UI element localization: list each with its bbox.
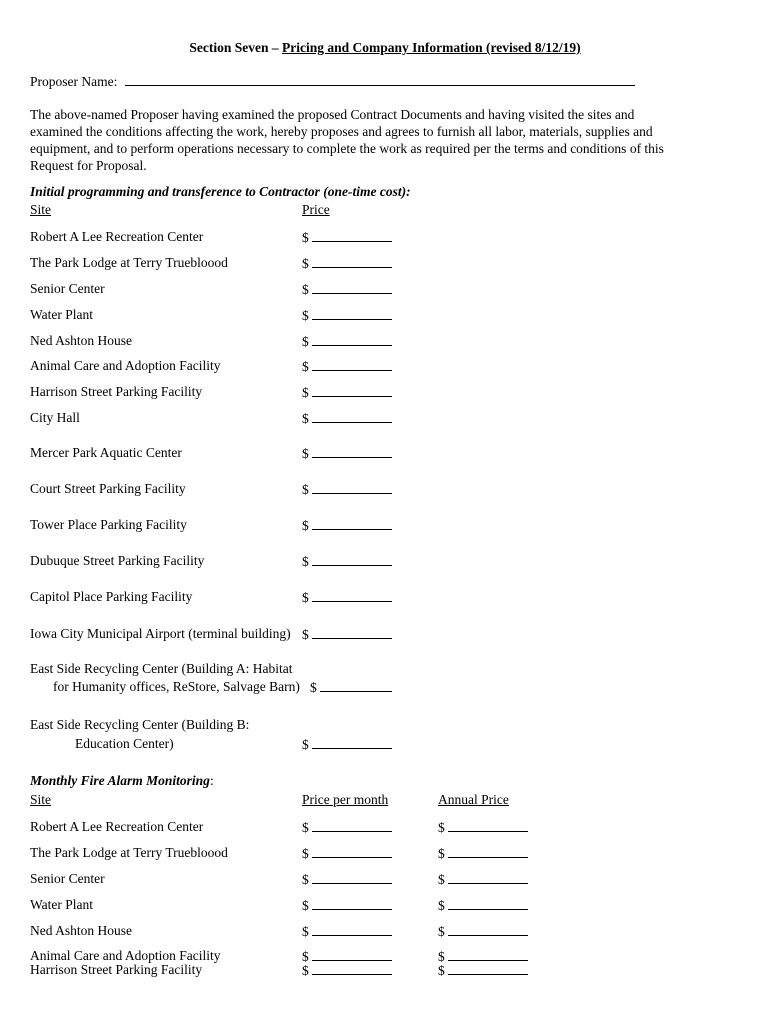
section1-site-label: Dubuque Street Parking Facility xyxy=(30,553,205,568)
page-title-underlined: Pricing and Company Information (revised 8/12/19) xyxy=(281,40,581,55)
price-input[interactable] xyxy=(320,679,392,692)
price-input[interactable] xyxy=(312,626,392,639)
section1-price-row: $ xyxy=(302,589,392,606)
annual-price-row: $ xyxy=(438,962,528,979)
price-input[interactable] xyxy=(312,410,392,423)
section1-price-row: $ xyxy=(302,281,392,298)
section1-price-header: Price xyxy=(302,202,330,217)
monthly-price-row: $ xyxy=(302,948,392,965)
annual-price-row: $ xyxy=(438,897,528,914)
price-input[interactable] xyxy=(312,445,392,458)
section2-site-label: Senior Center xyxy=(30,871,105,886)
section1-site-label: Mercer Park Aquatic Center xyxy=(30,445,182,460)
section1-heading: Initial programming and transference to Contractor (one-time cost): xyxy=(30,184,411,199)
section1-price-row: $ xyxy=(302,553,392,570)
monthly-price-input[interactable] xyxy=(312,871,392,884)
section2-site-label: Harrison Street Parking Facility xyxy=(30,962,203,977)
section1-site-label: Animal Care and Adoption Facility xyxy=(30,358,221,373)
monthly-price-input[interactable] xyxy=(312,845,392,858)
section1-site-label: City Hall xyxy=(30,410,80,425)
section1-site-label: Ned Ashton House xyxy=(30,333,132,348)
annual-price-input[interactable] xyxy=(448,871,528,884)
section1-site-label: East Side Recycling Center (Building A: Habitat xyxy=(30,661,293,676)
proposer-name-field[interactable] xyxy=(125,73,635,86)
section2-site-label: Water Plant xyxy=(30,897,94,912)
section2-annual-header: Annual Price xyxy=(438,792,509,807)
monthly-price-input[interactable] xyxy=(312,923,392,936)
section1-site-label: East Side Recycling Center (Building B: xyxy=(30,717,250,732)
section1-site-label: Harrison Street Parking Facility xyxy=(30,384,203,399)
monthly-price-row: $ xyxy=(302,845,392,862)
section1-site-label: The Park Lodge at Terry Truebloood xyxy=(30,255,228,270)
annual-price-row: $ xyxy=(438,923,528,940)
section2-site-header: Site xyxy=(30,792,52,807)
price-input[interactable] xyxy=(312,333,392,346)
section1-site-label-cont: Education Center) xyxy=(75,736,174,751)
section1-site-label: Senior Center xyxy=(30,281,105,296)
section1-site-label: Water Plant xyxy=(30,307,94,322)
proposer-name-row xyxy=(30,73,635,90)
annual-price-row: $ xyxy=(438,871,528,888)
section1-price-row: $ xyxy=(302,333,392,350)
price-input[interactable] xyxy=(312,229,392,242)
section1-price-row: $ xyxy=(302,517,392,534)
price-input[interactable] xyxy=(312,384,392,397)
section2-monthly-header: Price per month xyxy=(302,792,389,807)
annual-price-input[interactable] xyxy=(448,962,528,975)
price-input[interactable] xyxy=(312,589,392,602)
monthly-price-input[interactable] xyxy=(312,962,392,975)
section1-site-label: Court Street Parking Facility xyxy=(30,481,186,496)
section1-site-label: Robert A Lee Recreation Center xyxy=(30,229,204,244)
section1-site-label-cont: for Humanity offices, ReStore, Salvage Barn) xyxy=(53,679,300,694)
section1-price-row: $ xyxy=(302,445,392,462)
section1-price-row: $ xyxy=(302,626,392,643)
monthly-price-input[interactable] xyxy=(312,948,392,961)
section1-site-label: Capitol Place Parking Facility xyxy=(30,589,193,604)
section2-site-label: Animal Care and Adoption Facility xyxy=(30,948,221,963)
price-input[interactable] xyxy=(312,517,392,530)
section1-price-row: $ xyxy=(310,679,392,696)
monthly-price-input[interactable] xyxy=(312,819,392,832)
price-input[interactable] xyxy=(312,481,392,494)
section1-price-row: $ xyxy=(302,255,392,272)
annual-price-input[interactable] xyxy=(448,845,528,858)
annual-price-row: $ xyxy=(438,845,528,862)
price-input[interactable] xyxy=(312,736,392,749)
price-input[interactable] xyxy=(312,553,392,566)
page-title: Section Seven – Pricing and Company Information (revised 8/12/19) xyxy=(189,40,581,55)
section1-price-row: $ xyxy=(302,481,392,498)
monthly-price-row: $ xyxy=(302,819,392,836)
section1-price-row: $ xyxy=(302,410,392,427)
intro-paragraph: The above-named Proposer having examined the proposed Contract Documents and having visited the sites and examined the conditions affecting the work, hereby proposes and agrees to furnish all labor, materials, supplies and equipment, and to perform operations necessary to complete the work as required per the terms and conditions of this Request for Proposal. xyxy=(30,107,664,173)
section2-heading: Monthly Fire Alarm Monitoring: xyxy=(30,773,214,788)
section1-site-label: Tower Place Parking Facility xyxy=(30,517,187,532)
section1-price-row: $ xyxy=(302,736,392,753)
section1-price-row: $ xyxy=(302,229,392,246)
annual-price-row: $ xyxy=(438,948,528,965)
monthly-price-input[interactable] xyxy=(312,897,392,910)
section1-price-row: $ xyxy=(302,307,392,324)
monthly-price-row: $ xyxy=(302,923,392,940)
monthly-price-row: $ xyxy=(302,897,392,914)
price-input[interactable] xyxy=(312,255,392,268)
section1-site-label: Iowa City Municipal Airport (terminal building) xyxy=(30,626,291,641)
proposer-name-label: Proposer Name: xyxy=(30,74,118,89)
section1-price-row: $ xyxy=(302,358,392,375)
annual-price-input[interactable] xyxy=(448,948,528,961)
annual-price-input[interactable] xyxy=(448,923,528,936)
price-input[interactable] xyxy=(312,358,392,371)
section1-price-row: $ xyxy=(302,384,392,401)
annual-price-input[interactable] xyxy=(448,897,528,910)
section2-site-label: The Park Lodge at Terry Truebloood xyxy=(30,845,228,860)
section2-site-label: Robert A Lee Recreation Center xyxy=(30,819,204,834)
monthly-price-row: $ xyxy=(302,871,392,888)
price-input[interactable] xyxy=(312,281,392,294)
annual-price-input[interactable] xyxy=(448,819,528,832)
section1-site-header: Site xyxy=(30,202,52,217)
section2-site-label: Ned Ashton House xyxy=(30,923,132,938)
price-input[interactable] xyxy=(312,307,392,320)
annual-price-row: $ xyxy=(438,819,528,836)
monthly-price-row: $ xyxy=(302,962,392,979)
